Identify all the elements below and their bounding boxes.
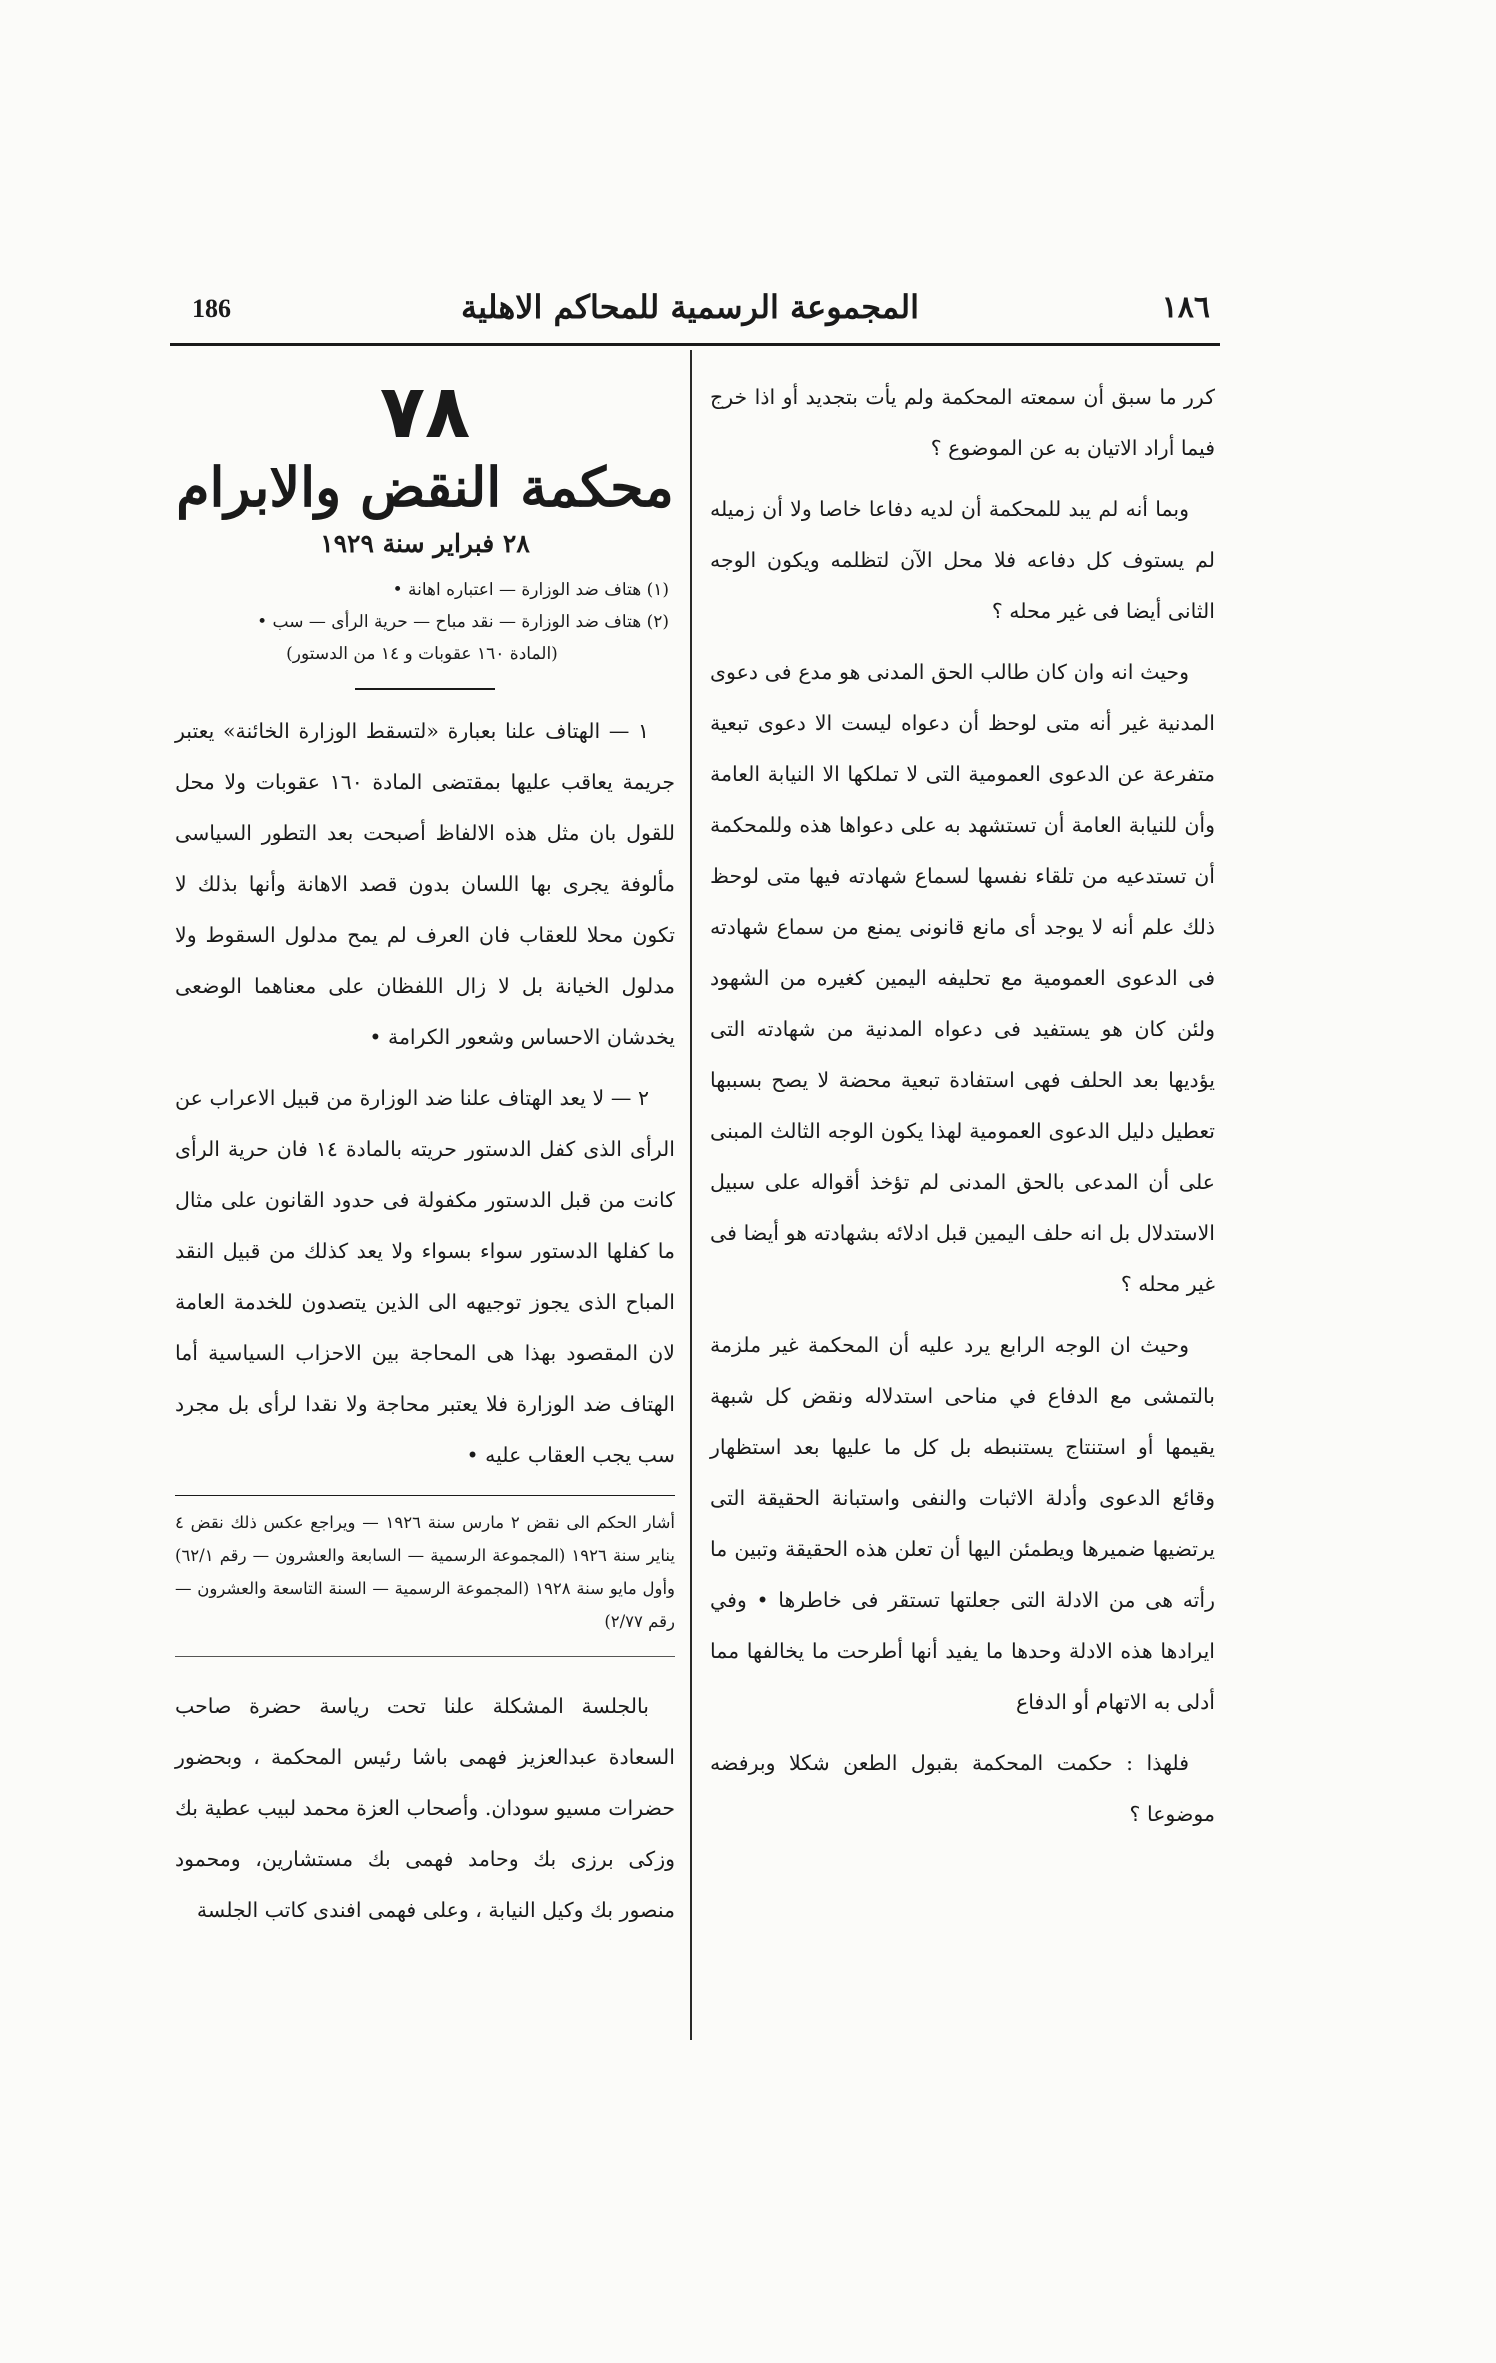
session-paragraph: بالجلسة المشكلة علنا تحت رياسة حضرة صاحب السعادة عبدالعزيز فهمى باشا رئيس المحكمة ، وبحضور حضرات مسيو سودان. وأصحاب العزة محمد لبيب عطية بك وزكى برزى بك وحامد فهمى بك مستشارين، ومحمود منصور بك وكيل النيابة ، وعلى فهمى افندى كاتب الجلسة xyxy=(175,1694,675,1922)
paragraph: فلهذا : حكمت المحكمة بقبول الطعن شكلا وبرفضه موضوعا ؟ xyxy=(710,1751,1215,1826)
summary-item: (٢) هتاف ضد الوزارة — نقد مباح — حرية الرأى — سب • xyxy=(257,612,669,632)
judgment-date: ٢٨ فبراير سنة ١٩٢٩ xyxy=(320,529,530,558)
column-divider xyxy=(690,350,692,2040)
case-number: ٧٨ xyxy=(379,369,471,455)
paragraph: وحيث ان الوجه الرابع يرد عليه أن المحكمة غير ملزمة بالتمشى مع الدفاع في مناحى استدلاله ونقض كل شبهة يقيمها أو استنتاج يستنبطه بل كل ما عليها بعد استظهار وقائع الدعوى وأدلة الاثبات والنفى واستبانة الحقيقة التى يرتضيها ضميرها ويطمئن اليها أن تعلن هذه الحقيقة وتبين ما رأته هى من الادلة التى جعلتها تستقر فى خاطرها • وفي ايرادها هذه الادلة وحدها ما يفيد أنها أطرحت ما يخالفها مما أدلى به الاتهام أو الدفاع xyxy=(710,1333,1215,1714)
page-number-arabic: ١٨٦ xyxy=(1161,290,1210,325)
section-divider xyxy=(355,688,495,690)
paragraph: وبما أنه لم يبد للمحكمة أن لديه دفاعا خاصا ولا أن زميله لم يستوف كل دفاعه فلا محل الآن لتظلمه ويكون الوجه الثانى أيضا فى غير محله ؟ xyxy=(710,497,1215,623)
summary-reference: (المادة ١٦٠ عقوبات و ١٤ من الدستور) xyxy=(286,644,558,664)
principle: ٢ — لا يعد الهتاف علنا ضد الوزارة من قبيل الاعراب عن الرأى الذى كفل الدستور حريته بالمادة ١٤ فان حرية الرأى كانت من قبل الدستور مكفولة فى حدود القانون على مثال ما كفلها الدستور سواء بسواء ولا يعد كذلك من قبيل النقد المباح الذى يجوز توجيهه الى الذين يتصدون للخدمة العامة لان المقصود بهذا هى المحاجة بين الاحزاب السياسية أما الهتاف ضد الوزارة فلا يعتبر محاجة ولا نقدا لرأى بل مجرد سب يجب العقاب عليه • xyxy=(175,1086,675,1467)
header-rule xyxy=(170,343,1220,346)
left-column xyxy=(175,369,676,1946)
principle: ١ — الهتاف علنا بعبارة «لتسقط الوزارة الخائنة» يعتبر جريمة يعاقب عليها بمقتضى المادة ١٦٠ عقوبات ولا محل للقول بان مثل هذه الالفاظ أصبحت بعد التطور السياسى مألوفة يجرى بها اللسان بدون قصد الاهانة وأنها بذلك لا تكون محلا للعقاب فان العرف لم يمح مدلول السقوط ولا مدلول الخيانة بل لا زال اللفظان على معناهما الوضعى يخدشان الاحساس وشعور الكرامة • xyxy=(175,719,675,1049)
paragraph: كرر ما سبق أن سمعته المحكمة ولم يأت بتجديد أو اذا خرج فيما أراد الاتيان به عن الموضوع ؟ xyxy=(710,385,1215,460)
footnote: أشار الحكم الى نقض ٢ مارس سنة ١٩٢٦ — ويراجع عكس ذلك نقض ٤ يناير سنة ١٩٢٦ (المجموعة الرسمية — السابعة والعشرون — رقم ٦٢/١) وأول مايو سنة ١٩٢٨ (المجموعة الرسمية — السنة التاسعة والعشرون — رقم ٢/٧٧) xyxy=(175,1513,676,1631)
summary-item: (١) هتاف ضد الوزارة — اعتباره اهانة • xyxy=(392,580,669,600)
footnote-divider xyxy=(175,1495,675,1496)
page-header xyxy=(170,288,1210,338)
court-name: محكمة النقض والابرام xyxy=(176,455,674,519)
running-title: المجموعة الرسمية للمحاكم الاهلية xyxy=(460,288,920,326)
session-divider xyxy=(175,1656,675,1657)
page-number-latin: 186 xyxy=(192,294,231,323)
paragraph: وحيث انه وان كان طالب الحق المدنى هو مدع فى دعوى المدنية غير أنه متى لوحظ أن دعواه ليست الا دعوى تبعية متفرعة عن الدعوى العمومية التى لا تملكها الا النيابة العامة وأن للنيابة العامة أن تستشهد به على دعواها هذه وللمحكمة أن تستدعيه من تلقاء نفسها لسماع شهادته فيها متى لوحظ ذلك علم أنه لا يوجد أى مانع قانونى يمنع من سماع شهادته فى الدعوى العمومية مع تحليفه اليمين كغيره من الشهود ولئن كان هو يستفيد فى دعواه المدنية من شهادته التى يؤديها بعد الحلف فهى استفادة تبعية محضة لا يصح بسببها تعطيل دليل الدعوى العمومية لهذا يكون الوجه الثالث المبنى على أن المدعى بالحق المدنى لم تؤخذ أقواله على سبيل الاستدلال بل انه حلف اليمين قبل ادلائه بشهادته هو أيضا فى غير محله ؟ xyxy=(710,660,1215,1296)
right-column xyxy=(710,372,1215,1850)
